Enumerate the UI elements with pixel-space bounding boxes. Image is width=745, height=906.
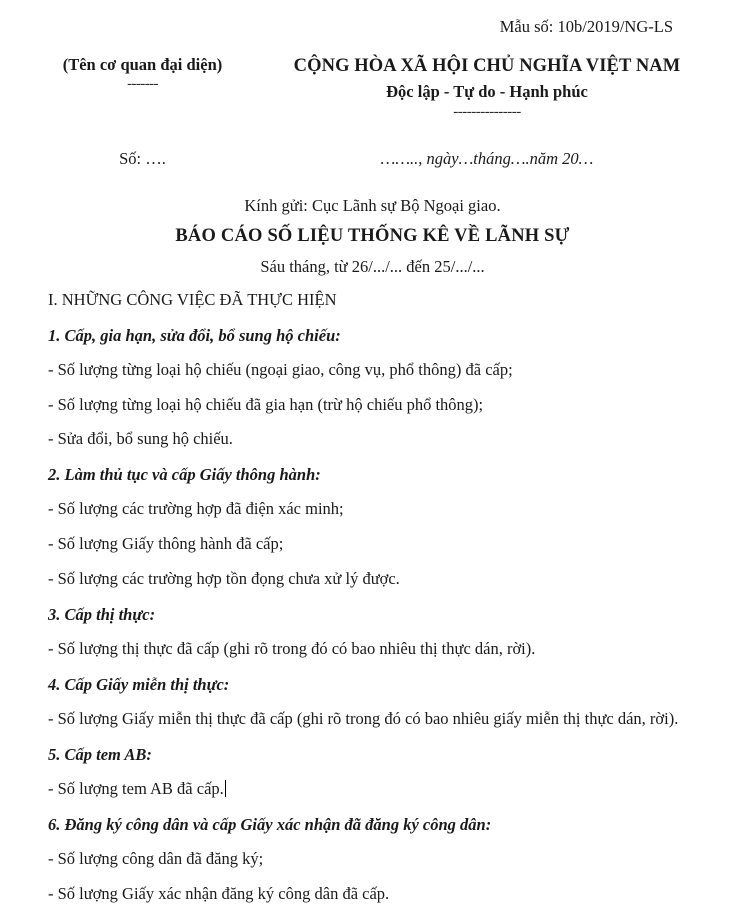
document-body bbox=[0, 289, 745, 905]
section-heading-i: I. NHỮNG CÔNG VIỆC ĐÃ THỰC HIỆN bbox=[48, 290, 337, 310]
item-heading-2: 2. Làm thủ tục và cấp Giấy thông hành: bbox=[48, 465, 321, 485]
item-heading-6: 6. Đăng ký công dân và cấp Giấy xác nhận đã đăng ký công dân: bbox=[48, 814, 492, 834]
item-4-bullet-1: - Số lượng Giấy miễn thị thực đã cấp (ghi rõ trong đó có bao nhiêu giấy miễn thị thực dán, rời). bbox=[48, 708, 679, 728]
item-1-bullet-1: - Số lượng từng loại hộ chiếu (ngoại giao, công vụ, phổ thông) đã cấp; bbox=[48, 359, 513, 379]
item-2-bullet-2: - Số lượng Giấy thông hành đã cấp; bbox=[48, 534, 284, 554]
item-heading-4: 4. Cấp Giấy miễn thị thực: bbox=[48, 674, 230, 694]
issuing-agency-placeholder: (Tên cơ quan đại diện) bbox=[62, 54, 223, 74]
item-5-bullet-1-text: - Số lượng tem AB đã cấp. bbox=[48, 778, 224, 798]
item-1-bullet-3: - Sửa đổi, bổ sung hộ chiếu. bbox=[48, 429, 233, 449]
report-period: Sáu tháng, từ 26/.../... đến 25/.../... bbox=[260, 256, 485, 276]
item-2-bullet-1: - Số lượng các trường hợp đã điện xác minh; bbox=[48, 499, 344, 519]
item-5-bullet-1 bbox=[48, 778, 683, 801]
agency-divider-rule: ------- bbox=[127, 76, 158, 93]
item-3-bullet-1: - Số lượng thị thực đã cấp (ghi rõ trong đó có bao nhiêu thị thực dán, rời). bbox=[48, 638, 536, 658]
item-heading-5: 5. Cấp tem AB: bbox=[48, 744, 152, 764]
national-heading-block bbox=[265, 55, 709, 121]
document-masthead bbox=[0, 55, 745, 121]
recipient-line: Kính gửi: Cục Lãnh sự Bộ Ngoại giao. bbox=[244, 195, 501, 215]
motto-divider-rule: --------------- bbox=[453, 104, 521, 121]
document-number: Số: …. bbox=[119, 148, 166, 168]
issuing-agency-block bbox=[20, 55, 265, 93]
national-motto: Độc lập - Tự do - Hạnh phúc bbox=[386, 81, 588, 101]
national-title: CỘNG HÒA XÃ HỘI CHỦ NGHĨA VIỆT NAM bbox=[293, 55, 681, 76]
form-code: Mẫu số: 10b/2019/NG-LS bbox=[499, 17, 673, 36]
item-6-bullet-2: - Số lượng Giấy xác nhận đăng ký công dân đã cấp. bbox=[48, 883, 390, 903]
number-and-date-row bbox=[0, 149, 745, 169]
item-1-bullet-2: - Số lượng từng loại hộ chiếu đã gia hạn (trừ hộ chiếu phổ thông); bbox=[48, 394, 484, 414]
item-heading-3: 3. Cấp thị thực: bbox=[48, 604, 156, 624]
item-heading-1: 1. Cấp, gia hạn, sửa đổi, bổ sung hộ chiếu: bbox=[48, 325, 341, 345]
text-caret bbox=[225, 780, 226, 797]
item-6-bullet-1: - Số lượng công dân đã đăng ký; bbox=[48, 848, 264, 868]
document-date: …….., ngày…tháng….năm 20… bbox=[380, 148, 594, 168]
item-2-bullet-3: - Số lượng các trường hợp tồn đọng chưa xử lý được. bbox=[48, 568, 400, 588]
page-title: BÁO CÁO SỐ LIỆU THỐNG KÊ VỀ LÃNH SỰ bbox=[175, 226, 570, 247]
